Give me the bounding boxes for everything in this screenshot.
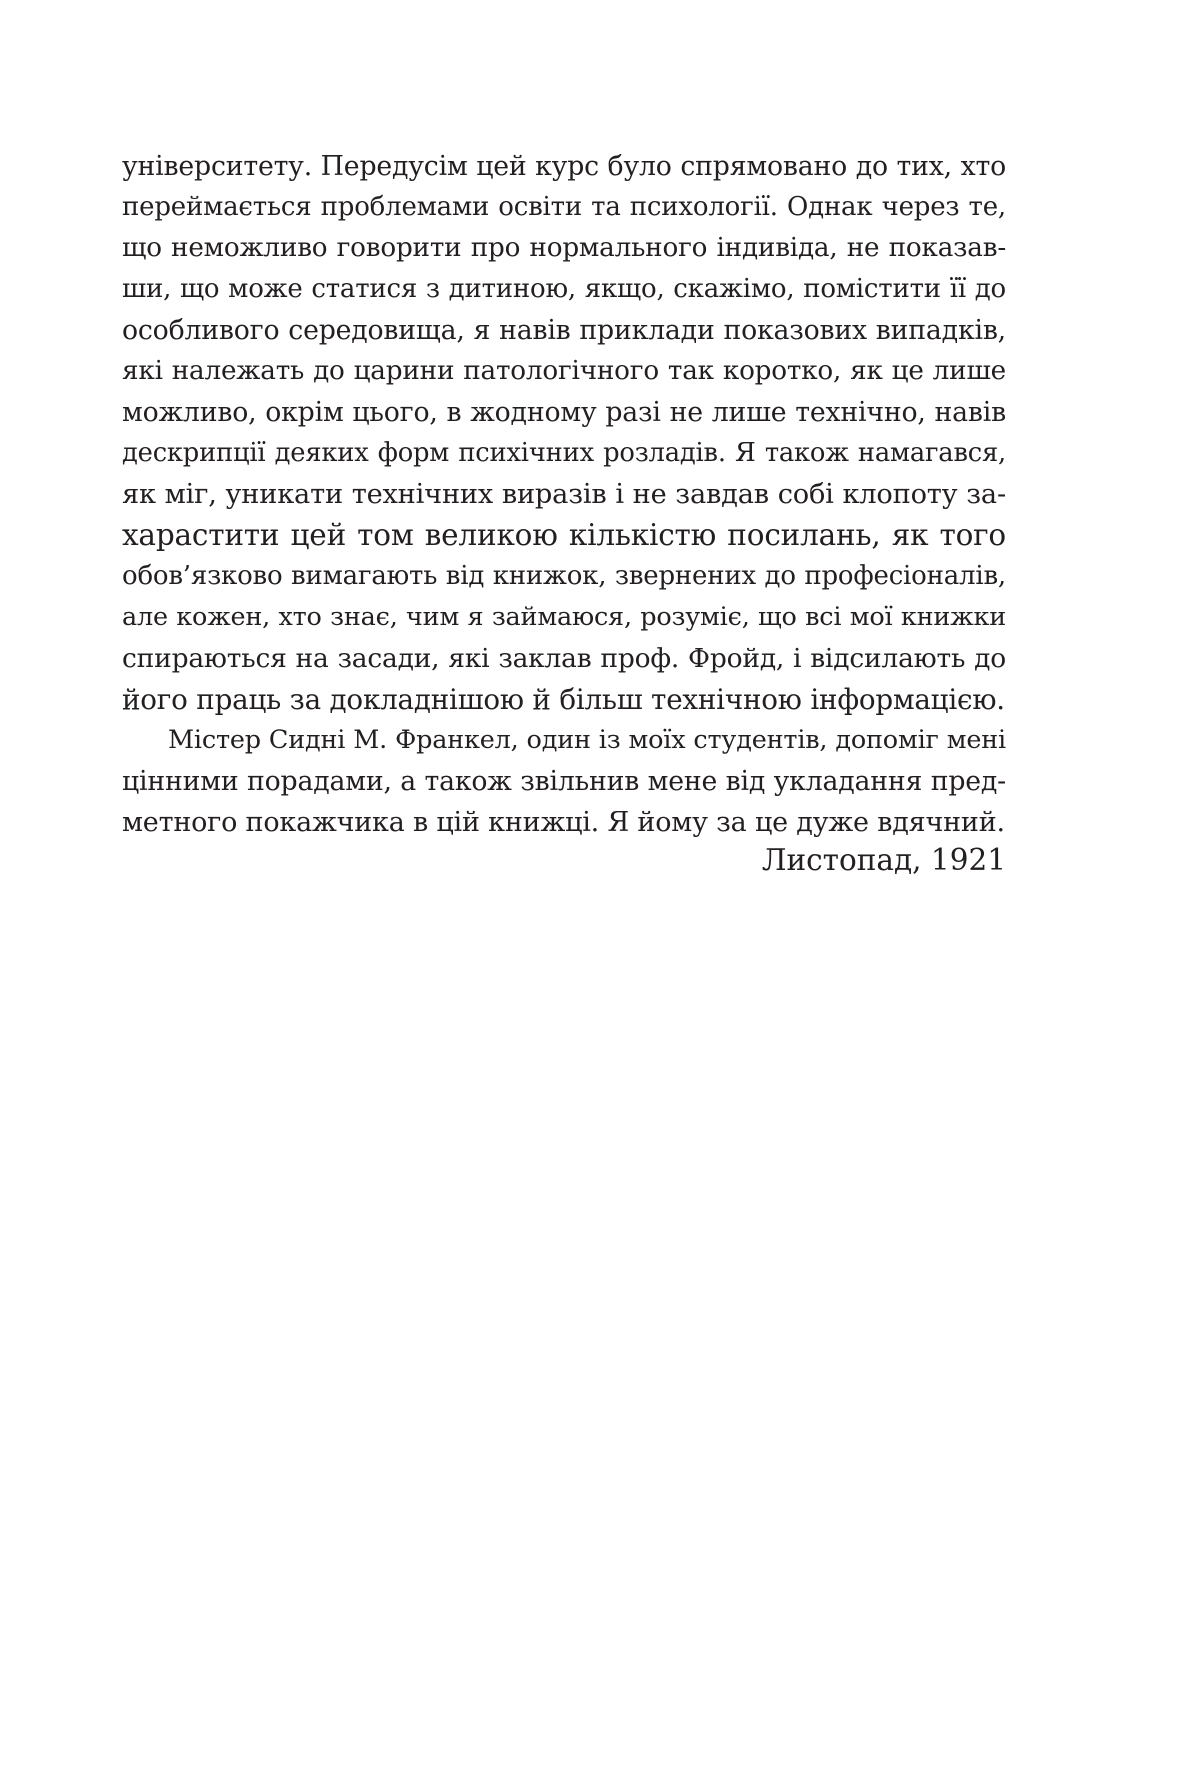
text-line: метного покажчика в цій книжці. Я йому за це дуже вдячний. <box>122 807 1005 838</box>
text-line: особливого середовища, я навів приклади показових випадків, <box>122 315 1006 346</box>
body-text <box>122 146 1006 843</box>
text-line: але кожен, хто знає, чим я займаюся, розуміє, що всі мої книжки <box>122 602 1006 632</box>
text-line: можливо, окрім цього, в жодному разі не лише технічно, навів <box>122 397 1006 428</box>
text-line: спираються на засади, які заклав проф. Фройд, і відсилають до <box>122 643 1006 674</box>
text-line: його праць за докладнішою й більш технічною інформацією. <box>122 683 1005 716</box>
text-line: харастити цей том великою кількістю посилань, як того <box>122 518 1006 552</box>
text-line: що неможливо говорити про нормального індивіда, не показав- <box>122 233 1006 263</box>
text-line: цінними порадами, а також звільнив мене від укладання пред- <box>122 766 1006 797</box>
paragraph-2 <box>122 720 1006 843</box>
text-line: університету. Передусім цей курс було спрямовано до тих, хто <box>122 151 1006 182</box>
text-line: ши, що може статися з дитиною, якщо, скажімо, помістити її до <box>122 274 1006 304</box>
text-line: які належать до царини патологічного так коротко, як це лише <box>122 356 1006 386</box>
paragraph-1 <box>122 146 1006 720</box>
text-line: обов’язково вимагають від книжок, звернених до професіоналів, <box>122 561 1006 591</box>
text-line: дескрипції деяких форм психічних розладів. Я також намагався, <box>122 438 1006 468</box>
date-signature: Листопад, 1921 <box>761 843 1006 877</box>
text-line: як міг, уникати технічних виразів і не завдав собі клопоту за- <box>122 479 1006 510</box>
text-line: переймається проблемами освіти та психології. Однак через те, <box>122 192 1006 222</box>
text-line: Містер Сидні М. Франкел, один із моїх студентів, допоміг мені <box>168 725 1006 755</box>
